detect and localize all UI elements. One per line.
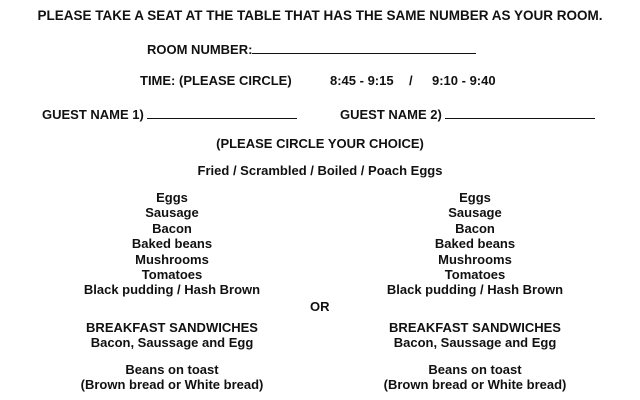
guest-2-toast: [325, 362, 625, 393]
toast-option[interactable]: Beans on toast: [428, 362, 522, 377]
guest-name-2-field[interactable]: [445, 106, 595, 119]
menu-item-sausage[interactable]: Sausage: [145, 205, 199, 221]
guest-1-toast: [22, 362, 322, 393]
egg-options[interactable]: Fried / Scrambled / Boiled / Poach Eggs: [197, 163, 443, 178]
guest-name-2-label: GUEST NAME 2): [340, 107, 442, 122]
sandwich-option[interactable]: Bacon, Saussage and Egg: [90, 335, 254, 351]
menu-item-tomatoes[interactable]: Tomatoes: [444, 267, 506, 283]
sandwich-heading: BREAKFAST SANDWICHES: [389, 320, 561, 335]
or-separator: OR: [310, 299, 330, 314]
guest-1-sandwiches: [22, 320, 322, 351]
menu-item-black-pudding-hash-brown[interactable]: Black pudding / Hash Brown: [386, 282, 564, 298]
guest-name-1-label: GUEST NAME 1): [42, 107, 144, 122]
toast-option[interactable]: Beans on toast: [125, 362, 219, 377]
menu-item-black-pudding-hash-brown[interactable]: Black pudding / Hash Brown: [83, 282, 261, 298]
menu-item-eggs[interactable]: Eggs: [459, 190, 491, 205]
room-number-row: [147, 41, 476, 57]
menu-item-tomatoes[interactable]: Tomatoes: [141, 267, 203, 283]
guest-name-1-row: [42, 106, 297, 122]
sandwich-heading: BREAKFAST SANDWICHES: [86, 320, 258, 335]
guest-name-1-field[interactable]: [147, 106, 297, 119]
room-number-field[interactable]: [252, 41, 476, 54]
time-option-early[interactable]: 8:45 - 9:15: [330, 73, 394, 88]
guest-2-sandwiches: [325, 320, 625, 351]
menu-item-mushrooms[interactable]: Mushrooms: [135, 251, 209, 267]
time-label: TIME: (PLEASE CIRCLE): [140, 73, 292, 88]
sandwich-option[interactable]: Bacon, Saussage and Egg: [393, 335, 557, 351]
seating-instruction: PLEASE TAKE A SEAT AT THE TABLE THAT HAS THE SAME NUMBER AS YOUR ROOM.: [37, 8, 603, 23]
bread-choice[interactable]: (Brown bread or White bread): [80, 377, 264, 393]
menu-item-baked-beans[interactable]: Baked beans: [434, 236, 516, 252]
guest-1-breakfast-items: [22, 190, 322, 298]
menu-item-bacon[interactable]: Bacon: [455, 220, 495, 236]
room-number-label: ROOM NUMBER:: [147, 42, 253, 57]
guest-name-2-row: [340, 106, 595, 122]
time-separator: /: [409, 73, 413, 88]
guest-2-breakfast-items: [325, 190, 625, 298]
time-option-late[interactable]: 9:10 - 9:40: [432, 73, 496, 88]
menu-item-mushrooms[interactable]: Mushrooms: [438, 251, 512, 267]
menu-item-eggs[interactable]: Eggs: [156, 190, 188, 205]
menu-item-bacon[interactable]: Bacon: [152, 220, 192, 236]
circle-choice-instruction: (PLEASE CIRCLE YOUR CHOICE): [216, 136, 424, 151]
menu-item-baked-beans[interactable]: Baked beans: [131, 236, 213, 252]
bread-choice[interactable]: (Brown bread or White bread): [383, 377, 567, 393]
menu-item-sausage[interactable]: Sausage: [448, 205, 502, 221]
